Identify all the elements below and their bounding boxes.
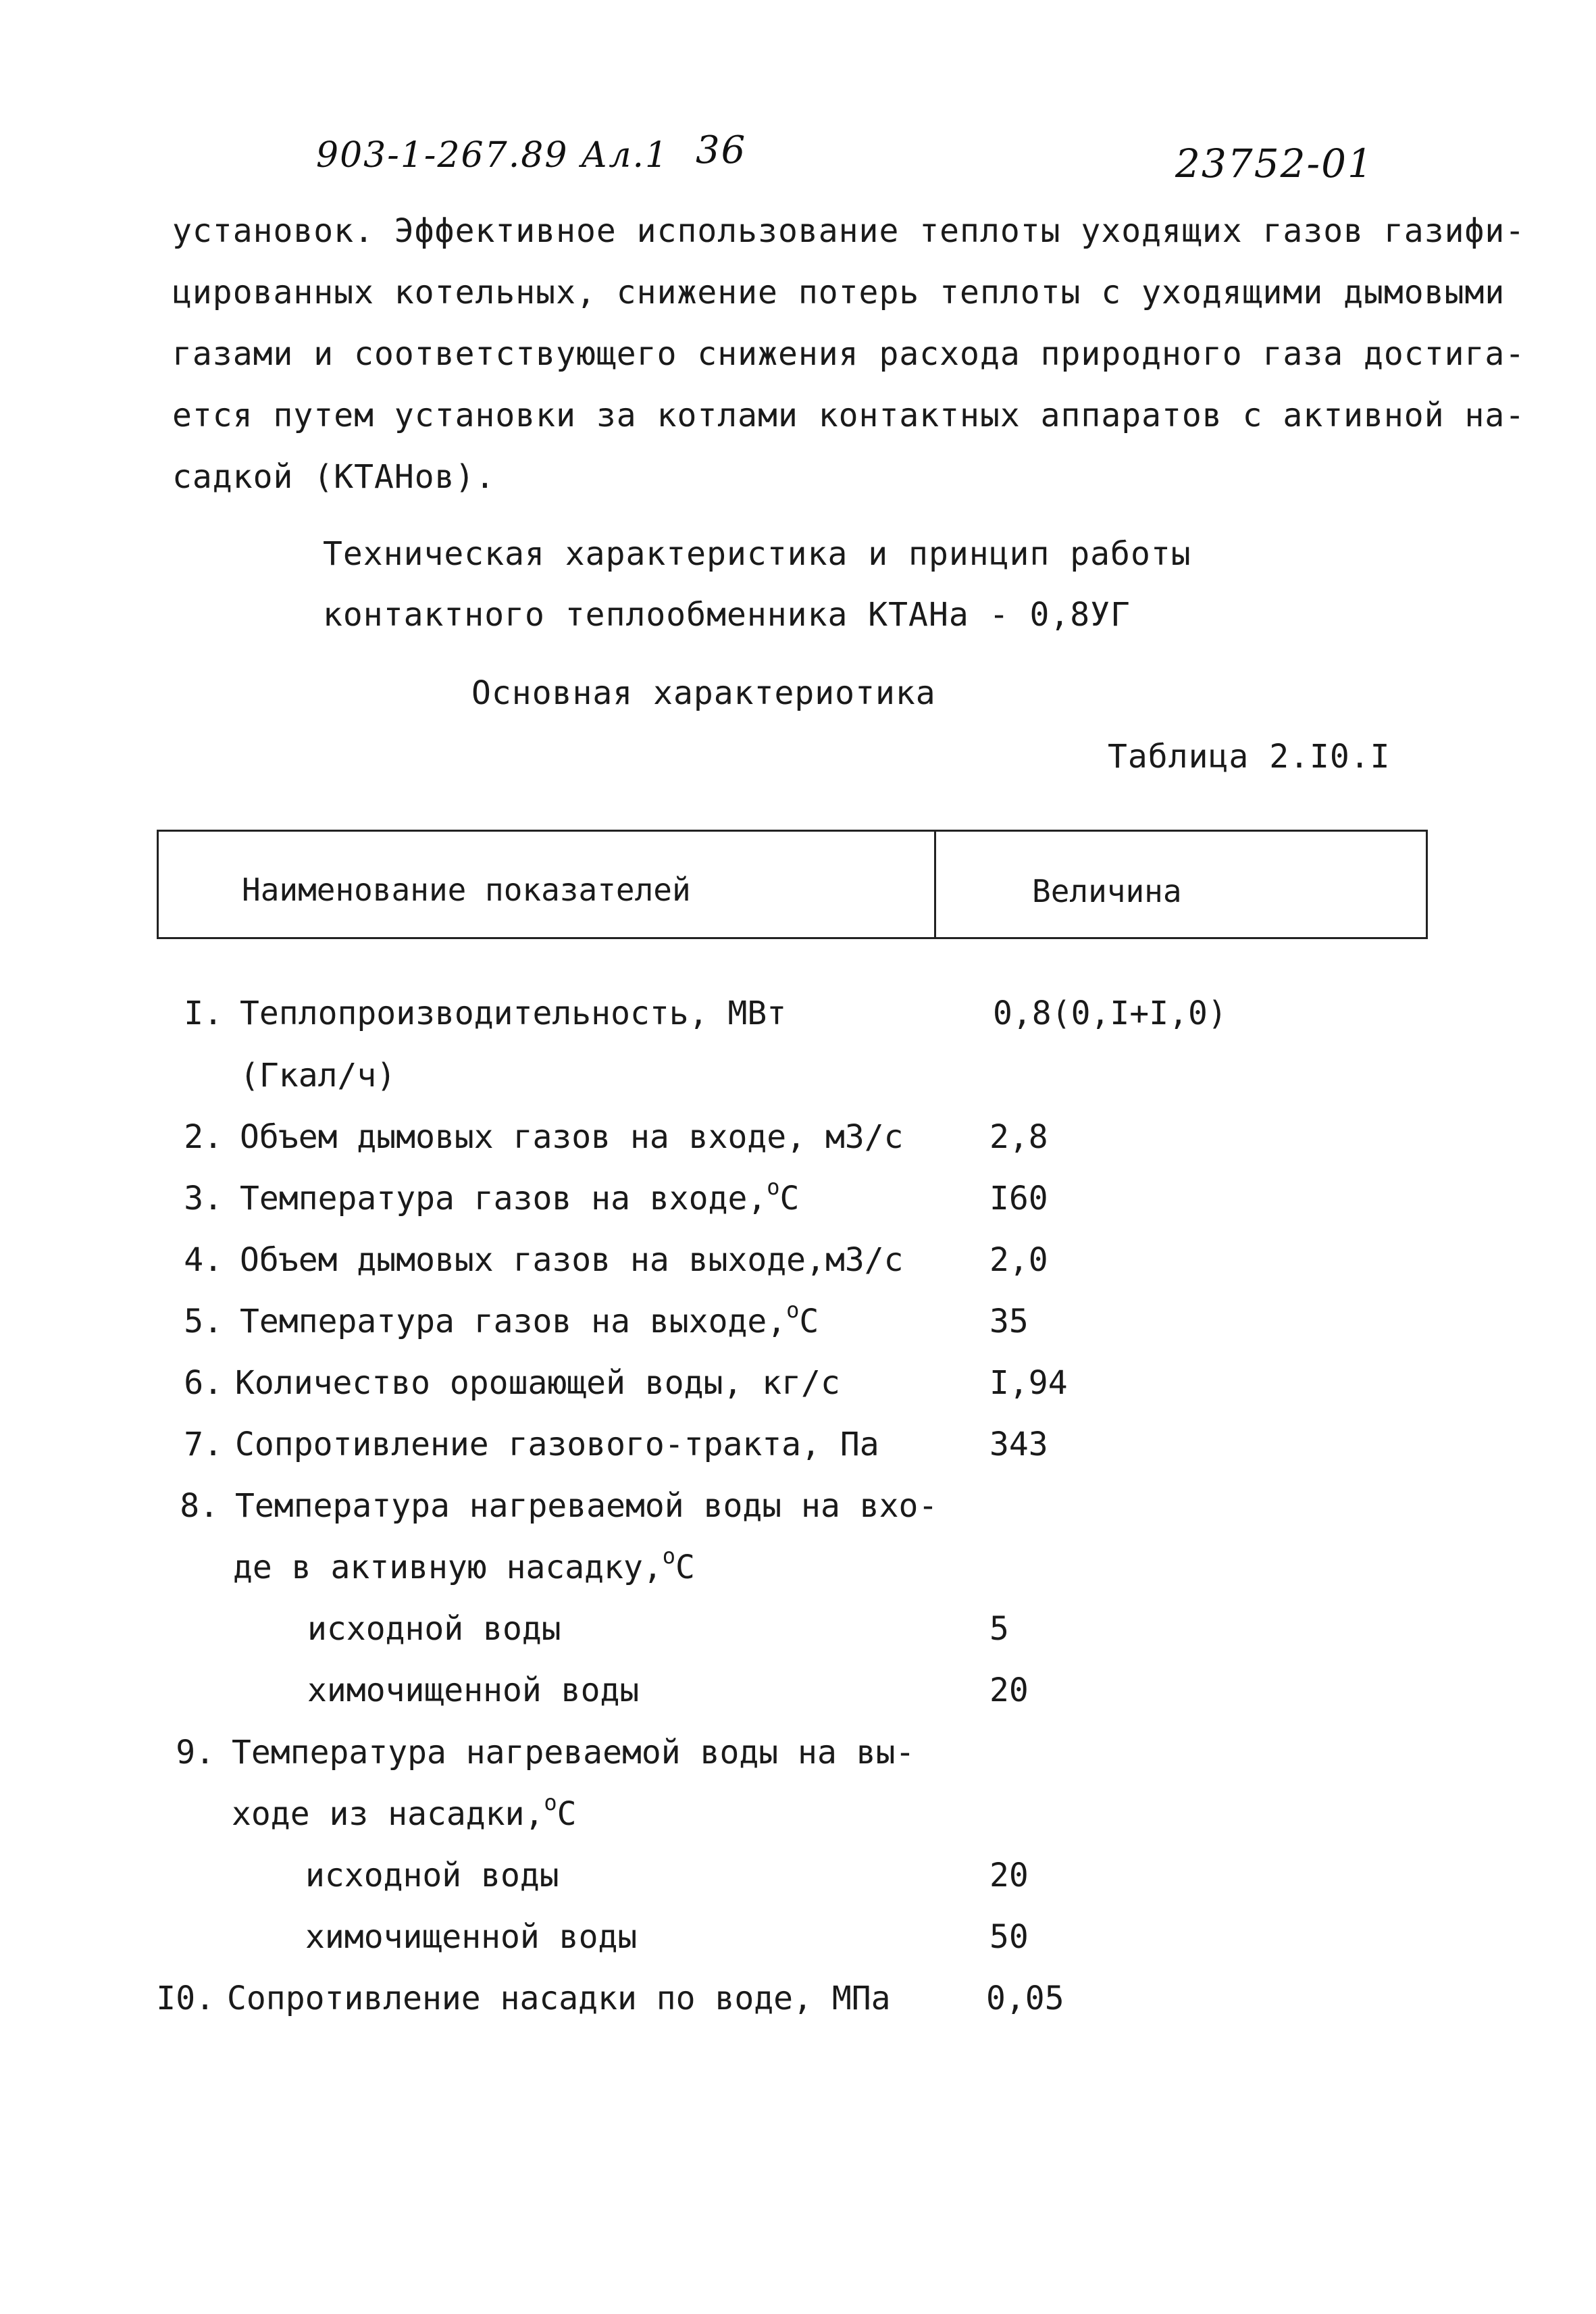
paragraph-line: цированных котельных, снижение потерь теплоты с уходящими дымовыми xyxy=(172,274,1505,311)
row-label-text: Температура газов на входе, xyxy=(240,1180,767,1217)
section-title-line-2: контактного теплообменника КТАНа - 0,8УГ xyxy=(323,596,1131,634)
row-label-continued xyxy=(233,1543,695,1586)
row-value: 2,0 xyxy=(989,1241,1048,1279)
table-label: Таблица 2.I0.I xyxy=(1108,738,1391,776)
row-number: 4. xyxy=(184,1241,223,1279)
row-number: 3. xyxy=(184,1180,223,1217)
row-label: Температура нагреваемой воды на вхо- xyxy=(235,1487,938,1525)
row-value: 35 xyxy=(989,1303,1029,1340)
degree-sign: o xyxy=(662,1543,676,1569)
row-label: Объем дымовых газов на выходе,м3/с xyxy=(240,1241,904,1279)
row-label xyxy=(240,1297,819,1340)
row-number: 5. xyxy=(184,1303,223,1340)
table-header-divider xyxy=(934,830,936,939)
paragraph-line: ется путем установки за котлами контактных аппаратов с активной на- xyxy=(172,397,1526,434)
doc-code: 903-1-267.89 Ал.1 xyxy=(316,135,669,176)
sub-row-value: 50 xyxy=(989,1918,1029,1956)
row-label: Сопротивление насадки по воде, МПа xyxy=(227,1980,891,2017)
sub-row-value: 5 xyxy=(989,1610,1009,1648)
paragraph-line: установок. Эффективное использование теплоты уходящих газов газифи- xyxy=(172,212,1526,250)
sub-row-label: исходной воды xyxy=(307,1610,561,1648)
row-label-continued: (Гкал/ч) xyxy=(240,1057,396,1095)
row-unit: C xyxy=(799,1303,819,1340)
row-number: 8. xyxy=(180,1487,219,1525)
row-label-text: Температура газов на выходе, xyxy=(240,1303,787,1340)
sub-row-label: исходной воды xyxy=(305,1857,559,1894)
row-unit: C xyxy=(675,1549,695,1586)
degree-sign: o xyxy=(786,1297,800,1323)
row-label-continued xyxy=(232,1790,577,1833)
row-number: I. xyxy=(184,995,223,1032)
paragraph-line: садкой (КТАНов). xyxy=(172,458,496,496)
sub-row-label: химочищенной воды xyxy=(307,1671,640,1709)
row-value: I60 xyxy=(989,1180,1048,1217)
row-label xyxy=(240,1174,800,1217)
registration-number: 23752-01 xyxy=(1175,141,1374,186)
row-number: 7. xyxy=(184,1426,223,1463)
sub-row-value: 20 xyxy=(989,1857,1029,1894)
row-label: Объем дымовых газов на входе, м3/с xyxy=(240,1118,904,1156)
row-label-text: де в активную насадку, xyxy=(233,1549,663,1586)
degree-sign: o xyxy=(544,1790,557,1815)
row-unit: C xyxy=(557,1795,577,1833)
row-number: 6. xyxy=(184,1364,223,1402)
row-label: Количество орошающей воды, кг/с xyxy=(235,1364,840,1402)
row-label: Теплопроизводительность, МВт xyxy=(240,995,787,1032)
row-value: 0,8(0,I+I,0) xyxy=(993,995,1227,1032)
row-label: Сопротивление газового-тракта, Па xyxy=(235,1426,879,1463)
row-value: I,94 xyxy=(989,1364,1068,1402)
sub-row-value: 20 xyxy=(989,1671,1029,1709)
column-header-value: Величина xyxy=(1032,873,1182,909)
row-label-text: ходе из насадки, xyxy=(232,1795,544,1833)
degree-sign: o xyxy=(767,1174,780,1200)
section-title-line-1: Техническая характеристика и принцип работы xyxy=(323,535,1191,573)
row-unit: C xyxy=(779,1180,800,1217)
paragraph-line: газами и соответствующего снижения расхода природного газа достига- xyxy=(172,335,1526,373)
row-value: 0,05 xyxy=(986,1980,1064,2017)
sub-row-label: химочищенной воды xyxy=(305,1918,638,1956)
page-number: 36 xyxy=(696,128,747,172)
column-header-name: Наименование показателей xyxy=(242,872,691,908)
row-label: Температура нагреваемой воды на вы- xyxy=(232,1734,915,1771)
row-number: 9. xyxy=(176,1734,215,1771)
row-number: 2. xyxy=(184,1118,223,1156)
row-value: 343 xyxy=(989,1426,1048,1463)
table-subtitle: Основная характериотика xyxy=(471,674,936,712)
row-number: I0. xyxy=(156,1980,215,2017)
row-value: 2,8 xyxy=(989,1118,1048,1156)
